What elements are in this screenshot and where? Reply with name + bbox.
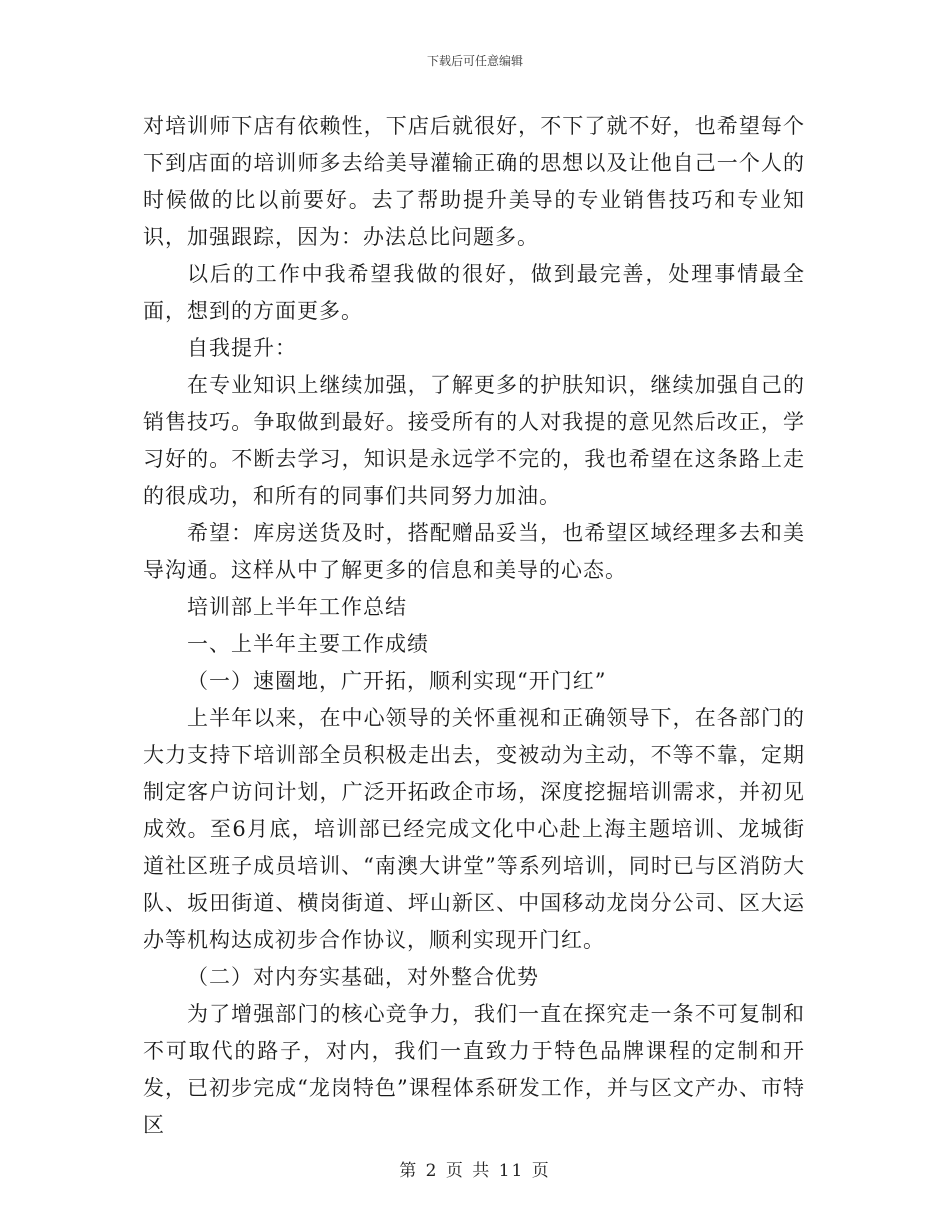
document-body xyxy=(143,108,805,1144)
paragraph-2: 以后的工作中我希望我做的很好，做到最完善，处理事情最全面，想到的方面更多。 xyxy=(143,262,805,323)
page-footer: 第 2 页 共 11 页 xyxy=(399,1161,551,1181)
paragraph-3-heading: 自我提升： xyxy=(187,336,297,360)
paragraph-1: 对培训师下店有依赖性，下店后就很好，不下了就不好，也希望每个下到店面的培训师多去给美导灌输正确的思想以及让他自己一个人的时候做的比以前要好。去了帮助提升美导的专业销售技巧和专业知识，加强跟踪，因为：办法总比问题多。 xyxy=(143,114,805,249)
section-heading-1: 一、上半年主要工作成绩 xyxy=(187,632,429,656)
subsection-heading-1: （一）速圈地，广开拓，顺利实现“开门红” xyxy=(187,669,607,693)
paragraph-4: 在专业知识上继续加强，了解更多的护肤知识，继续加强自己的销售技巧。争取做到最好。接受所有的人对我提的意见然后改正，学习好的。不断去学习，知识是永远学不完的，我也希望在这条路上走的很成功，和所有的同事们共同努力加油。 xyxy=(143,373,805,508)
paragraph-7: 为了增强部门的核心竞争力，我们一直在探究走一条不可复制和不可取代的路子，对内，我们一直致力于特色品牌课程的定制和开发，已初步完成“龙岗特色”课程体系研发工作，并与区文产办、市特区 xyxy=(143,1002,805,1137)
paragraph-5: 希望：库房送货及时，搭配赠品妥当，也希望区域经理多去和美导沟通。这样从中了解更多的信息和美导的心态。 xyxy=(143,521,805,582)
section-title: 培训部上半年工作总结 xyxy=(187,595,407,619)
page-header: 下载后可任意编辑 xyxy=(426,54,523,68)
subsection-heading-2: （二）对内夯实基础，对外整合优势 xyxy=(187,965,539,989)
paragraph-6: 上半年以来，在中心领导的关怀重视和正确领导下，在各部门的大力支持下培训部全员积极走出去，变被动为主动，不等不靠，定期制定客户访问计划，广泛开拓政企市场，深度挖掘培训需求，并初见成效。至6月底，培训部已经完成文化中心赴上海主题培训、龙城街道社区班子成员培训、“南澳大讲堂”等系列培训，同时已与区消防大队、坂田街道、横岗街道、坪山新区、中国移动龙岗分公司、区大运办等机构达成初步合作协议，顺利实现开门红。 xyxy=(143,706,805,952)
